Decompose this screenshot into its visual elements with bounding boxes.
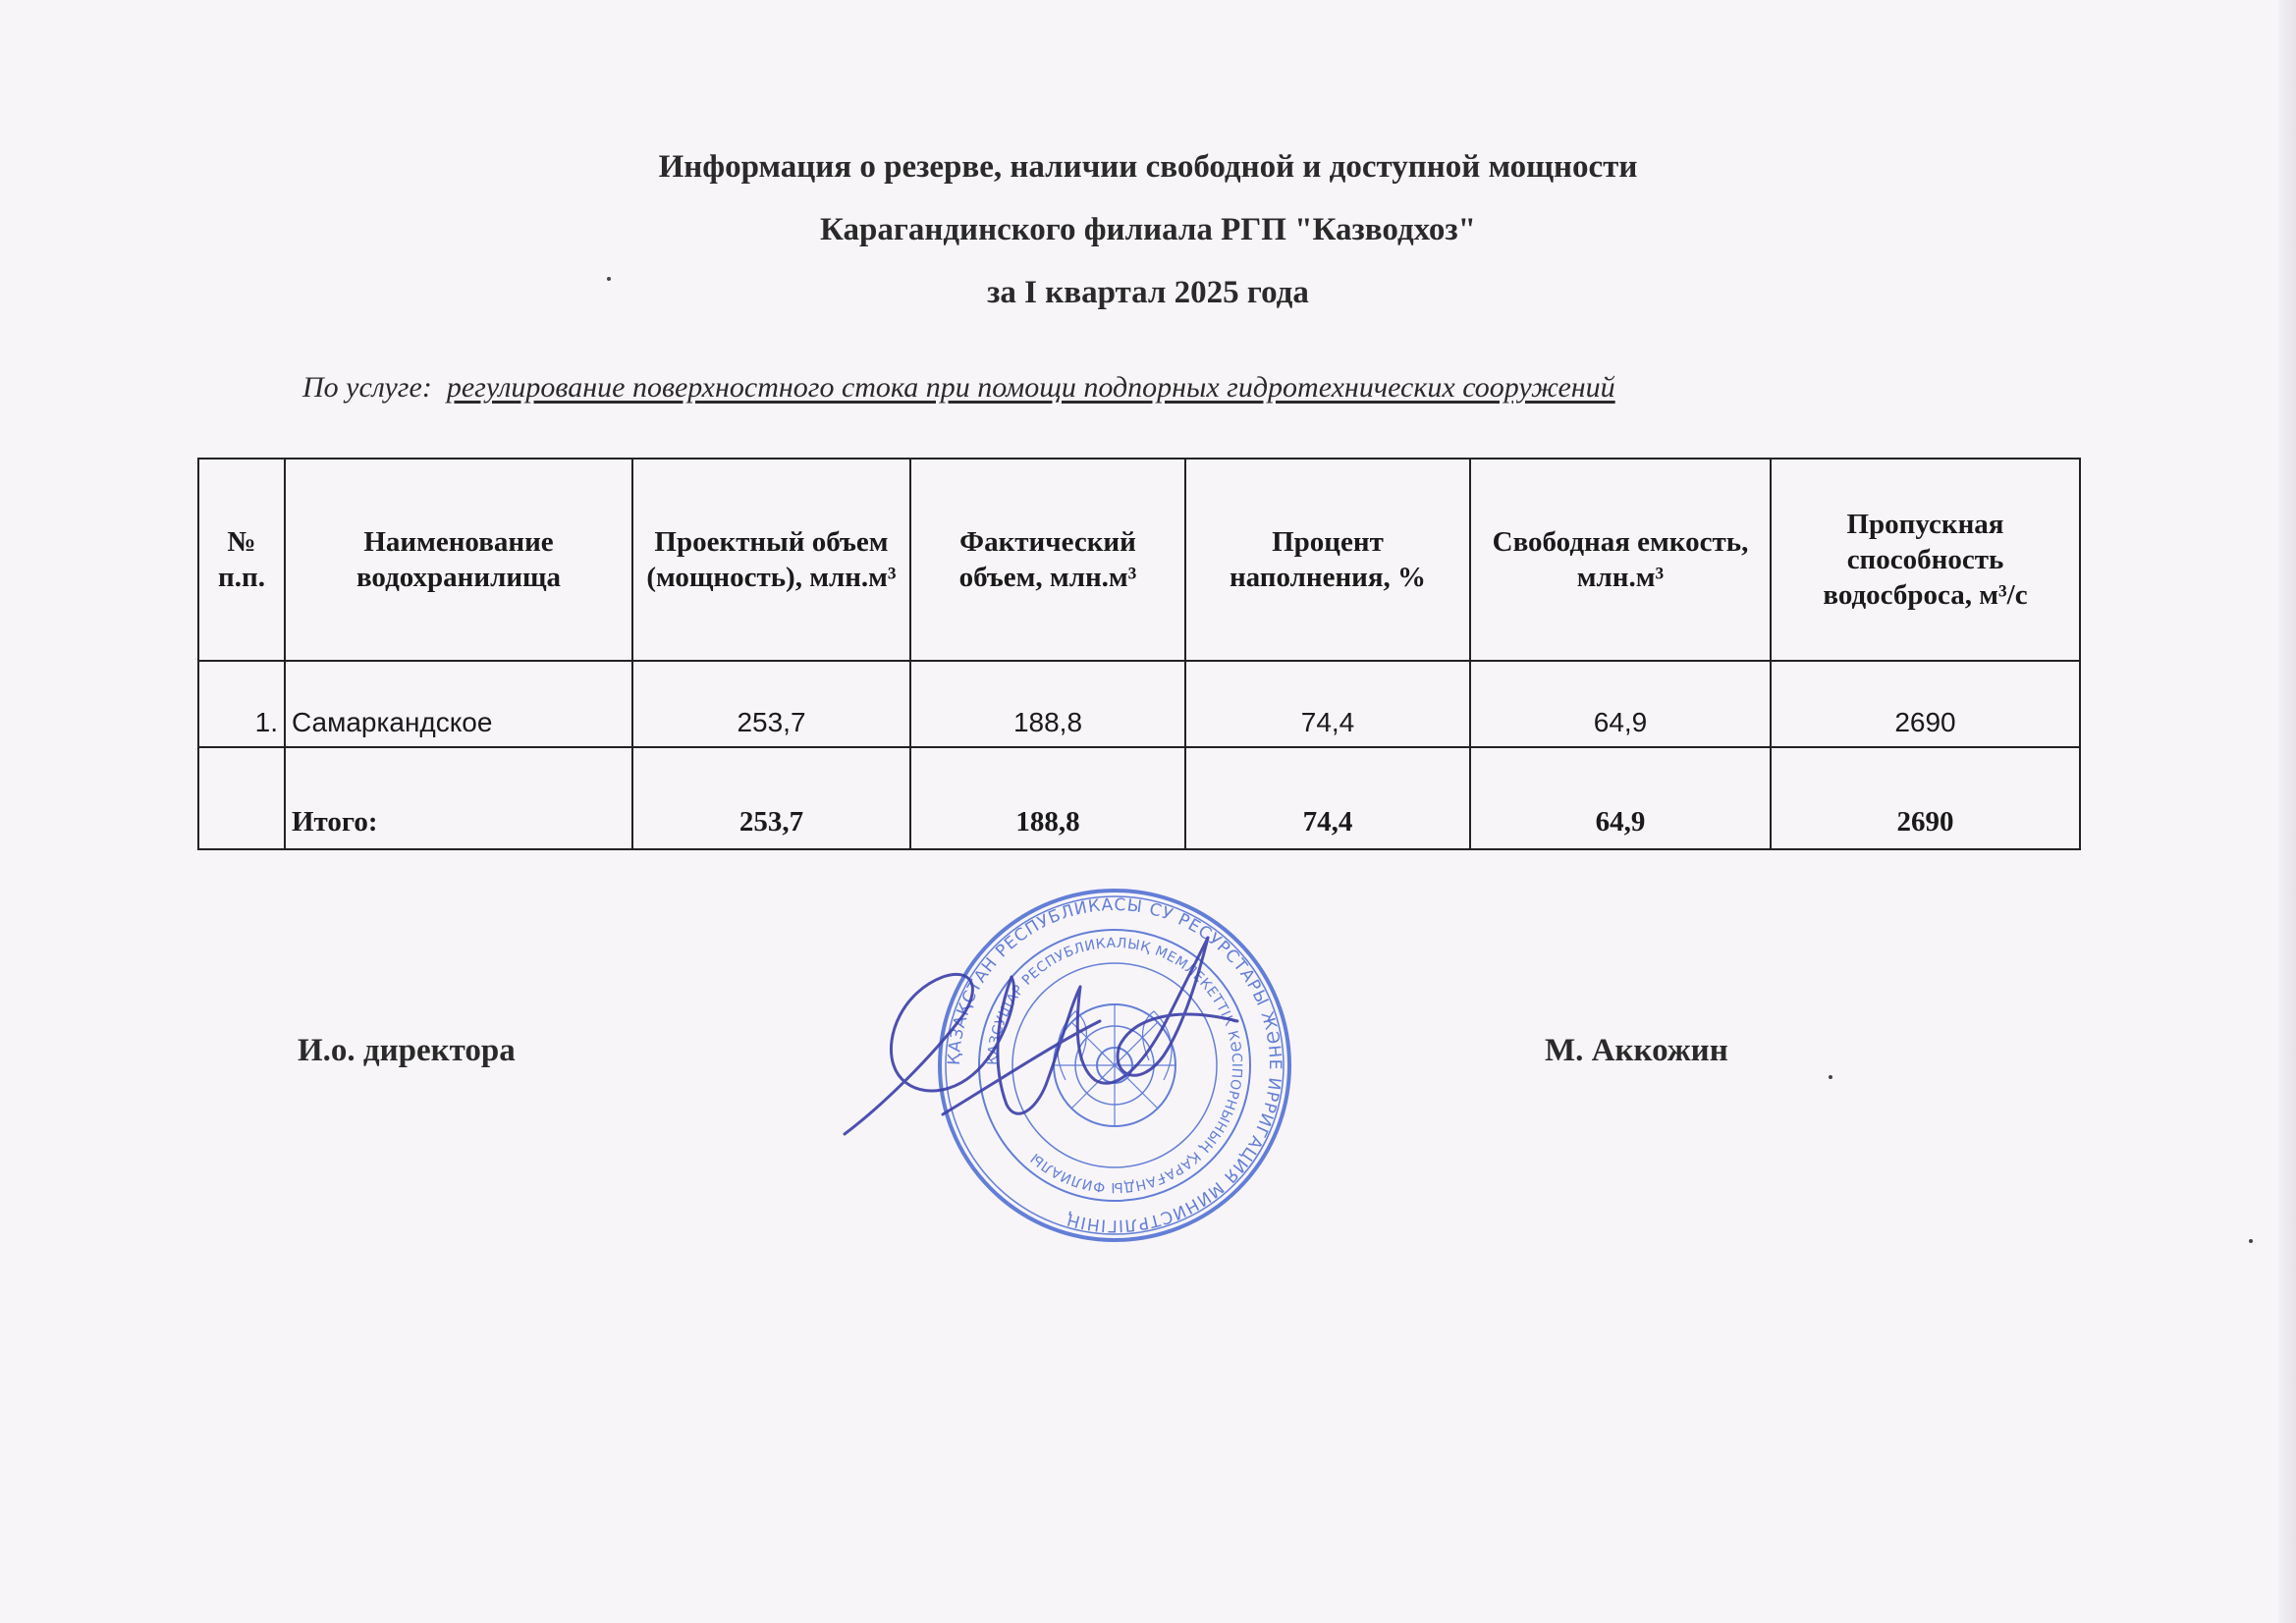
scan-speck [1829, 1075, 1832, 1079]
service-value: регулирование поверхностного стока при помощи подпорных гидротехнических сооружений [446, 371, 1615, 404]
service-line [302, 371, 1629, 405]
header-actual-volume: Фактический объем, млн.м³ [910, 459, 1185, 661]
header-num: № п.п. [198, 459, 285, 661]
table-total-row [198, 747, 2080, 849]
header-free-capacity: Свободная емкость, млн.м³ [1470, 459, 1771, 661]
title-line-2: Карагандинского филиала РГП "Казводхоз" [820, 212, 1476, 247]
cell-total-num [198, 747, 285, 849]
table-header-row [198, 459, 2080, 661]
cell-total-design: 253,7 [632, 747, 910, 849]
scan-edge [2278, 0, 2296, 1623]
cell-free: 64,9 [1470, 661, 1771, 747]
document-title [0, 135, 2296, 324]
scan-speck [607, 277, 611, 281]
cell-design: 253,7 [632, 661, 910, 747]
handwritten-signature [825, 908, 1277, 1154]
signer-name: М. Аккожин [1545, 1033, 1728, 1068]
cell-name: Самаркандское [285, 661, 632, 747]
cell-total-percent: 74,4 [1185, 747, 1470, 849]
cell-capacity: 2690 [1771, 661, 2080, 747]
title-line-1: Информация о резерве, наличии свободной и доступной мощности [658, 149, 1638, 185]
cell-total-label: Итого: [285, 747, 632, 849]
cell-num: 1. [198, 661, 285, 747]
signer-position: И.о. директора [298, 1033, 516, 1068]
stamp-inner-text: ҚАЗСУШАР РЕСПУБЛИКАЛЫҚ МЕМЛЕКЕТТІК КӘСІПОРНЫНЫҢ ҚАРАҒАНДЫ ФИЛИАЛЫ [984, 935, 1245, 1196]
reservoir-table [197, 458, 2081, 850]
cell-percent: 74,4 [1185, 661, 1470, 747]
header-spillway-capacity: Пропускная способность водосброса, м³/с [1771, 459, 2080, 661]
header-name: Наименование водохранилища [285, 459, 632, 661]
header-design-volume: Проектный объем (мощность), млн.м³ [632, 459, 910, 661]
header-fill-percent: Процент наполнения, % [1185, 459, 1470, 661]
service-label: По услуге: [302, 371, 432, 404]
cell-total-free: 64,9 [1470, 747, 1771, 849]
cell-actual: 188,8 [910, 661, 1185, 747]
cell-total-actual: 188,8 [910, 747, 1185, 849]
title-line-3: за I квартал 2025 года [987, 275, 1309, 310]
stamp-outer-text: ҚАЗАҚСТАН РЕСПУБЛИКАСЫ СУ РЕСУРСТАРЫ ЖӘНЕ ИРРИГАЦИЯ МИНИСТРЛІГІНІҢ [944, 894, 1285, 1236]
cell-total-capacity: 2690 [1771, 747, 2080, 849]
table-row [198, 661, 2080, 747]
scan-speck [2249, 1239, 2253, 1243]
